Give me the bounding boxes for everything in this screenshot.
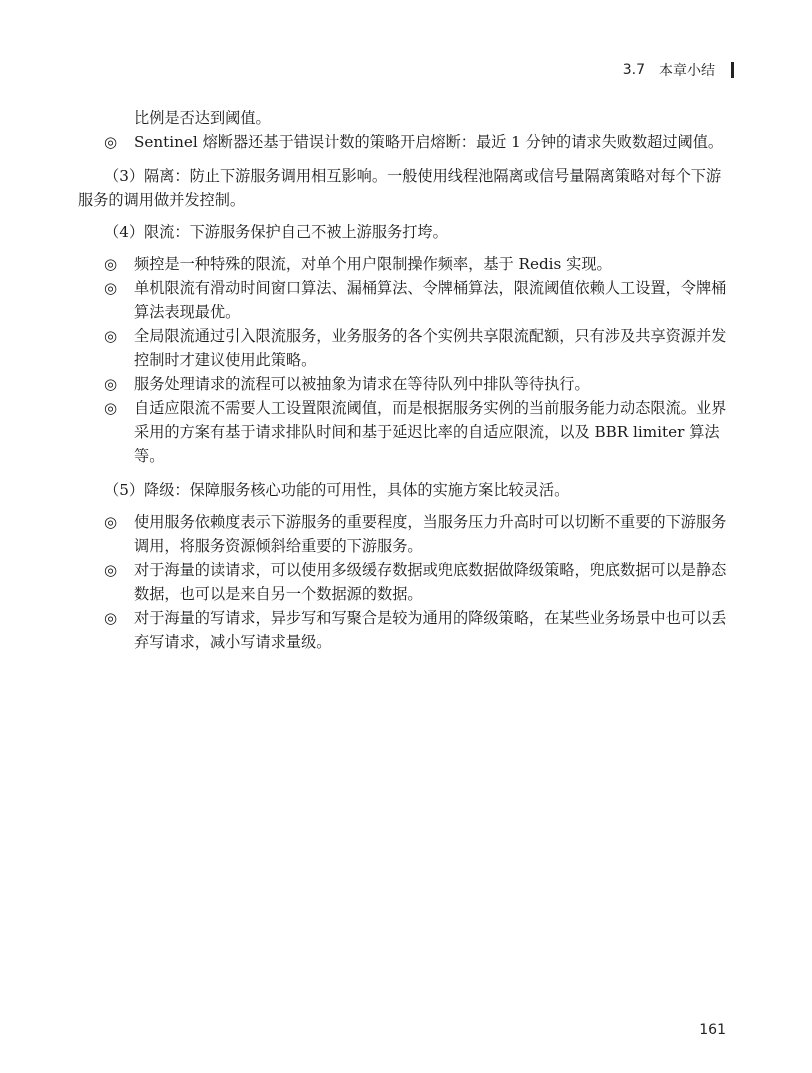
list-item: ◎ 服务处理请求的流程可以被抽象为请求在等待队列中排队等待执行。 bbox=[78, 372, 728, 396]
bullet-icon: ◎ bbox=[104, 609, 118, 627]
bullet-icon: ◎ bbox=[104, 255, 118, 273]
bullet-icon: ◎ bbox=[104, 279, 118, 297]
bullet-icon: ◎ bbox=[104, 513, 118, 531]
bullet-icon: ◎ bbox=[104, 561, 118, 579]
section-title: 本章小结 bbox=[659, 63, 715, 79]
section-number: 3.7 bbox=[622, 62, 645, 78]
paragraph-isolation: （3）隔离：防止下游服务调用相互影响。一般使用线程池隔离或信号量隔离策略对每个下游服务的调用做并发控制。 bbox=[78, 167, 722, 209]
bullet-icon: ◎ bbox=[104, 375, 118, 393]
list-item: ◎ 对于海量的读请求，可以使用多级缓存数据或兜底数据做降级策略，兜底数据可以是静态数据，也可以是来自另一个数据源的数据。 bbox=[78, 558, 728, 606]
list-item: ◎ 单机限流有滑动时间窗口算法、漏桶算法、令牌桶算法，限流阈值依赖人工设置，令牌桶算法表现最优。 bbox=[78, 276, 728, 324]
list-item: ◎ 使用服务依赖度表示下游服务的重要程度，当服务压力升高时可以切断不重要的下游服务调用，将服务资源倾斜给重要的下游服务。 bbox=[78, 510, 728, 558]
list-item: ◎ Sentinel 熔断器还基于错误计数的策略开启熔断：最近 1 分钟的请求失败数超过阈值。 bbox=[78, 130, 728, 154]
header-bar bbox=[731, 62, 734, 78]
list-item: ◎ 全局限流通过引入限流服务，业务服务的各个实例共享限流配额，只有涉及共享资源并发控制时才建议使用此策略。 bbox=[78, 324, 728, 372]
running-header bbox=[623, 60, 734, 80]
bullet-icon: ◎ bbox=[104, 133, 118, 151]
list-item: ◎ 频控是一种特殊的限流，对单个用户限制操作频率，基于 Redis 实现。 bbox=[78, 252, 728, 276]
bullet-icon: ◎ bbox=[104, 399, 118, 417]
list-item-continuation: 比例是否达到阈值。 bbox=[134, 109, 271, 127]
page-number: 161 bbox=[699, 1022, 726, 1038]
paragraph-degradation: （5）降级：保障服务核心功能的可用性，具体的实施方案比较灵活。 bbox=[104, 481, 570, 499]
page-body bbox=[78, 106, 728, 654]
bullet-icon: ◎ bbox=[104, 327, 118, 345]
list-item: ◎ 对于海量的写请求，异步写和写聚合是较为通用的降级策略，在某些业务场景中也可以丢弃写请求，减小写请求量级。 bbox=[78, 606, 728, 654]
paragraph-rate-limit: （4）限流：下游服务保护自己不被上游服务打垮。 bbox=[104, 223, 448, 241]
list-item: ◎ 自适应限流不需要人工设置限流阈值，而是根据服务实例的当前服务能力动态限流。业界采用的方案有基于请求排队时间和基于延迟比率的自适应限流，以及 BBR limiter 算法等。 bbox=[78, 396, 728, 468]
